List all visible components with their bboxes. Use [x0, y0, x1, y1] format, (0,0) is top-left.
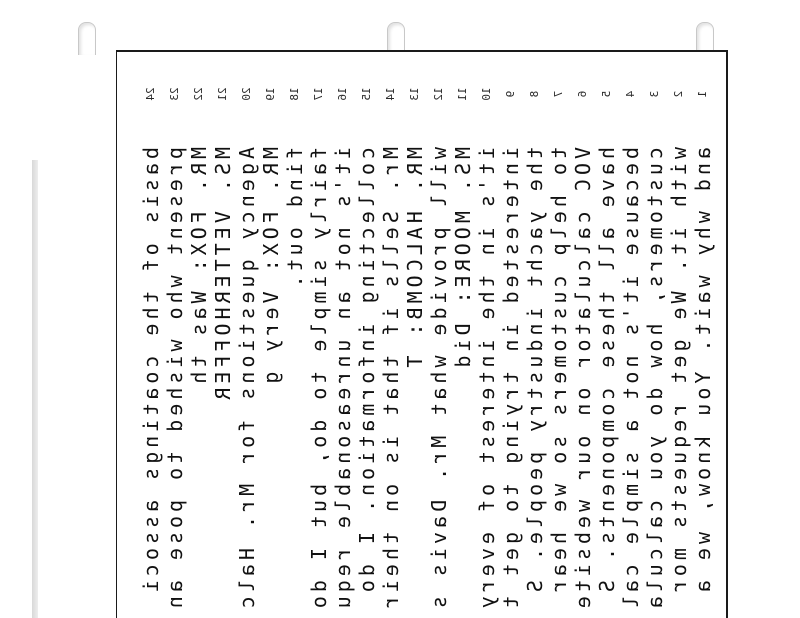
line-number: 10 [480, 87, 493, 101]
line-text: customers, how do you calcula [643, 147, 667, 613]
binder-hole-left [78, 22, 96, 55]
line-number: 12 [432, 87, 445, 101]
page-rule [726, 52, 727, 618]
line-text: Mr. Sells if that is on their [379, 147, 403, 613]
line-text: MR. FOX: Was th [187, 147, 211, 388]
line-number: 3 [648, 90, 661, 98]
line-text: MR. HALCOMB: T [403, 147, 427, 372]
line-text: Agency questions for Mr. Halc [235, 147, 259, 613]
line-number: 4 [624, 90, 637, 98]
line-text: because it's not a simple cal [619, 147, 643, 613]
line-number: 18 [288, 87, 301, 101]
line-text: collecting information. I do [355, 147, 379, 597]
line-number: 15 [360, 87, 373, 101]
line-number: 21 [216, 87, 229, 101]
line-number: 8 [528, 90, 541, 98]
line-number: 6 [576, 90, 589, 98]
line-number: 24 [144, 87, 157, 101]
page-edge-shadow [32, 160, 38, 618]
line-number: 5 [600, 90, 613, 98]
line-text: interested in trying to get t [499, 147, 523, 613]
line-text: have all these components. S [595, 147, 619, 597]
line-number: 14 [384, 87, 397, 101]
line-text: the yacht industry people. S [523, 147, 547, 597]
line-number: 16 [336, 87, 349, 101]
line-number: 7 [552, 90, 565, 98]
line-text: fairly simple to do, but I do [307, 147, 331, 613]
line-text: MS. MOORE: Did [451, 147, 475, 372]
line-number: 17 [312, 87, 325, 101]
transcript-page [116, 50, 728, 618]
line-number: 22 [192, 87, 205, 101]
line-text: with it. We get requests mor [667, 147, 691, 597]
line-text: find out. [283, 147, 307, 292]
line-text: and why wait. You know, we a [691, 147, 715, 597]
line-text: VOC calculator on our website [571, 147, 595, 613]
line-number: 13 [408, 87, 421, 101]
line-number: 20 [240, 87, 253, 101]
line-number: 1 [696, 90, 709, 98]
line-text: it's in the interest of every [475, 147, 499, 613]
line-number: 23 [168, 87, 181, 101]
line-text: present who wished to pose an [163, 147, 187, 613]
rotated-transcript-content [117, 52, 727, 618]
line-number: 11 [456, 87, 469, 101]
line-number: 9 [504, 90, 517, 98]
line-text: to help customers so we hear [547, 147, 571, 597]
line-text: will provide what Mr. Davis s [427, 147, 451, 613]
line-number: 19 [264, 87, 277, 101]
line-number: 2 [672, 90, 685, 98]
line-text: MR. FOX: Very g [259, 147, 283, 388]
line-text: MS. VETTERHOFFER [211, 147, 235, 404]
line-text: it's not an unreasonable requ [331, 147, 355, 613]
line-text: basis of the coatings associ [139, 147, 163, 597]
